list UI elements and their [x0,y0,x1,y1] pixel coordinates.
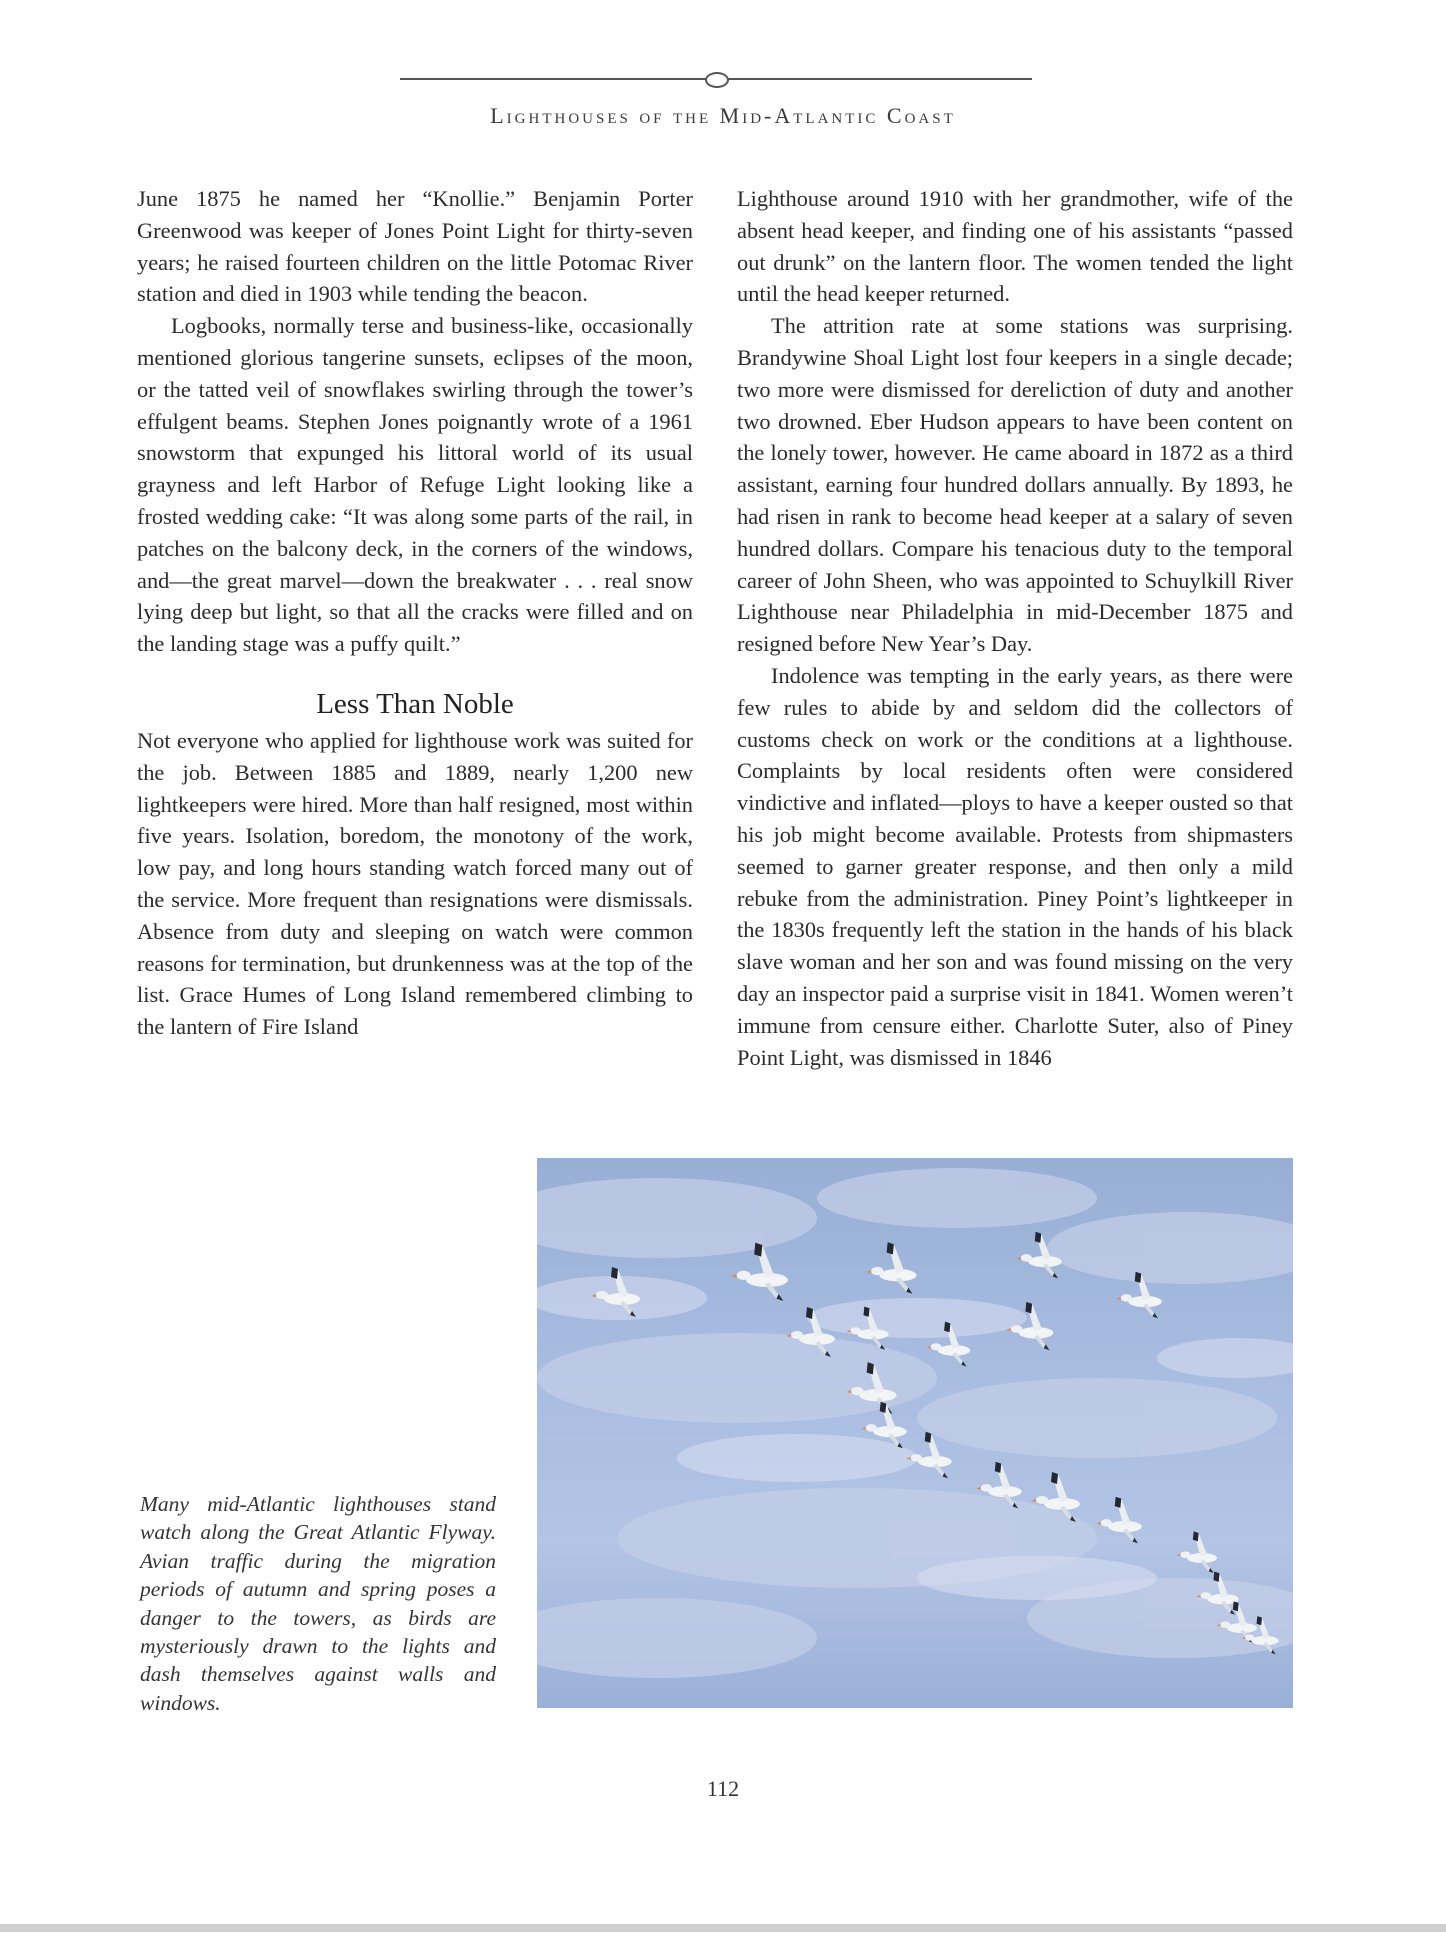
figure-caption: Many mid-Atlantic lighthouses stand watch along the Great Atlantic Flyway. Avian traffic during the migration periods of autumn and spring poses a danger to the towers, as birds are mysteriously drawn to the lights and dash themselves against walls and windows. [140,1492,496,1715]
header-ornament-icon [705,72,729,88]
right-column [737,183,1293,1073]
paragraph: Indolence was tempting in the early years, as there were few rules to abide by and seldom did the collectors of customs check on work or the conditions at a lighthouse. Complaints by local residents often were considered vindictive and inflated—ploys to have a keeper ousted so that his job might become available. Protests from shipmasters seemed to garner greater response, and then only a mild rebuke from the administration. Piney Point’s lightkeeper in the 1830s frequently left the station in the hands of his black slave woman and her son and was found missing on the very day an inspector paid a surprise visit in 1841. Women weren’t immune from censure either. Charlotte Suter, also of Piney Point Light, was dismissed in 1846 [737,662,1293,1070]
paragraph: Logbooks, normally terse and business-like, occasionally mentioned glorious tangerine sunsets, eclipses of the moon, or the tatted veil of snowflakes swirling through the tower’s effulgent beams. Stephen Jones poignantly wrote of a 1961 snowstorm that expunged his littoral world of its usual grayness and left Harbor of Refuge Light looking like a frosted wedding cake: “It was along some parts of the rail, in patches on the balcony deck, in the corners of the windows, and—the great marvel—down the breakwater . . . real snow lying deep but light, so that all the cracks were filled and on the landing stage was a puffy quilt.” [137,313,693,657]
paragraph: Not everyone who applied for lighthouse work was suited for the job. Between 1885 and 1889, nearly 1,200 new lightkeepers were hired. More than half resigned, most within five years. Isolation, boredom, the monotony of the work, low pay, and long hours standing watch forced many out of the service. More frequent than resignations were dismissals. Absence from duty and sleeping on watch were common reasons for termination, but drunkenness was at the top of the list. Grace Humes of Long Island remembered climbing to the lantern of Fire Island [137,727,693,1040]
footer-bar [0,1924,1446,1932]
running-head: Lighthouses of the Mid-Atlantic Coast [490,103,956,128]
geese-illustration [537,1158,1293,1708]
left-column [137,183,693,1043]
paragraph: The attrition rate at some stations was surprising. Brandywine Shoal Light lost four keepers in a single decade; two more were dismissed for dereliction of duty and another two drowned. Eber Hudson appears to have been content on the lonely tower, however. He came aboard in 1872 as a third assistant, earning four hundred dollars annually. By 1893, he had risen in rank to become head keeper at a salary of seven hundred dollars. Compare his tenacious duty to the temporal career of John Sheen, who was appointed to Schuylkill River Lighthouse near Philadelphia in mid-December 1875 and resigned before New Year’s Day. [737,313,1293,657]
page-number: 112 [706,1776,740,1801]
paragraph: June 1875 he named her “Knollie.” Benjamin Porter Greenwood was keeper of Jones Point Light for thirty-seven years; he raised fourteen children on the little Potomac River station and died in 1903 while tending the beacon. [137,186,693,307]
geese-photo [537,1158,1293,1708]
paragraph: Lighthouse around 1910 with her grandmother, wife of the absent head keeper, and finding one of his assistants “passed out drunk” on the lantern floor. The women tended the light until the head keeper returned. [737,186,1293,307]
section-heading: Less Than Noble [316,687,514,720]
